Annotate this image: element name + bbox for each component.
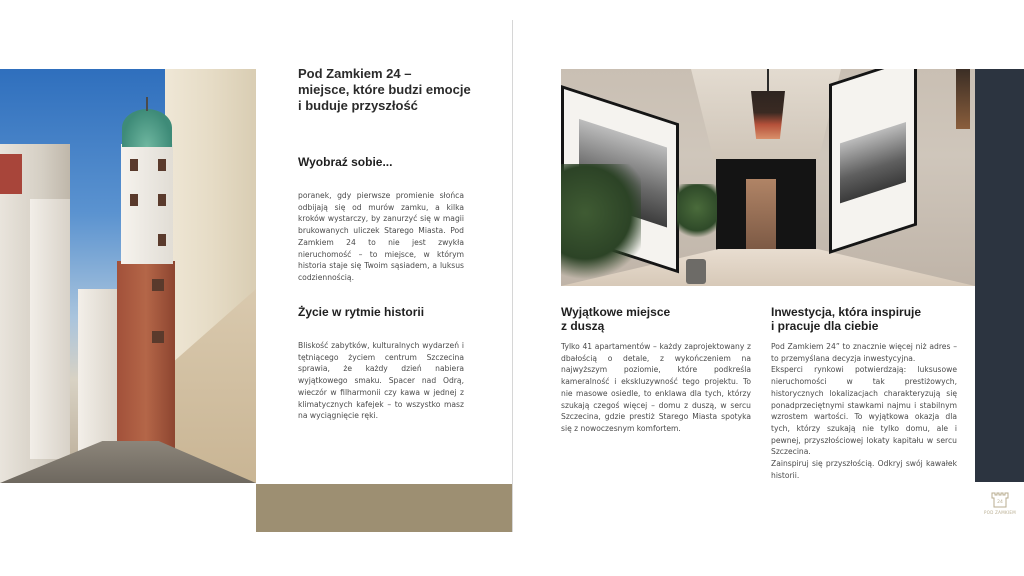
photo-frame-right <box>829 69 917 254</box>
photo-roof <box>0 154 22 194</box>
section-body-p3: Zainspiruj się przyszłością. Odkryj swój kawałek historii. <box>771 459 957 480</box>
photo-window <box>152 331 164 343</box>
photo-window <box>152 279 164 291</box>
photo-pot <box>686 259 706 284</box>
photo-window <box>158 159 166 171</box>
logo-text: POD ZAMKIEM <box>984 510 1016 515</box>
section-body-p2: Eksperci rynkowi potwierdzają: luksusowe nieruchomości w tak prestiżowych, historycznych lokalizacjach charakteryzują się ponadprzeciętnymi stawkami najmu i stabilnym wzrostem wartości. To wyjątkowa okazja dla tych, którzy szukają nie tylko domu, ale i pewnej, przyszłościowej lokaty kapitału w sercu Szczecina. <box>771 365 957 457</box>
photo-window <box>130 194 138 206</box>
photo-building-left-2 <box>30 199 70 459</box>
section-heading: Wyobraź sobie... <box>298 155 393 169</box>
section-body: Bliskość zabytków, kulturalnych wydarzeń i tętniącego życiem centrum Szczecina sprawia, że każdy dzień nabiera wyjątkowego smaku. Spacer nad Odrą, wieczór w filharmonii czy kawa w jednej z klimatycznych kafejek – to wszystko masz na wyciągnięcie ręki. <box>298 341 464 421</box>
photo-plant <box>561 164 641 286</box>
navy-accent-panel <box>975 69 1024 482</box>
title-line-2: miejsce, które budzi emocje <box>298 82 471 97</box>
photo-building-mid <box>78 289 120 459</box>
photo-artwork <box>840 122 906 203</box>
photo-plant <box>677 184 717 244</box>
page-title <box>298 66 498 114</box>
photo-sconce <box>956 69 970 129</box>
section-unique-place <box>561 305 751 435</box>
title-line-3: i buduje przyszłość <box>298 98 418 113</box>
section-heading-line-2: i pracuje dla ciebie <box>771 319 879 333</box>
title-line-1: Pod Zamkiem 24 – <box>298 66 412 81</box>
photo-spire <box>146 97 148 111</box>
accent-block <box>256 484 512 532</box>
photo-chandelier <box>751 91 785 139</box>
section-body-p1: Pod Zamkiem 24” to znacznie więcej niż adres – to przemyślana decyzja inwestycyjna. <box>771 342 957 363</box>
svg-text:24: 24 <box>997 500 1003 505</box>
photo-dome <box>122 109 172 147</box>
section-heading-line-1: Inwestycja, która inspiruje <box>771 305 922 319</box>
section-body: poranek, gdy pierwsze promienie słońca odbijają się od murów zamku, a kilka kroków wystarczy, by zanurzyć się w magii brukowanych uliczek Starego Miasta. Pod Zamkiem 24 to nie jest zwykła nieruchomość – to miejsce, w którym historia staje się Twoim sąsiadem, a luksus codziennością. <box>298 191 464 282</box>
castle-street-photo <box>0 69 256 483</box>
section-heading-line-1: Wyjątkowe miejsce <box>561 305 671 319</box>
photo-tower-brick <box>117 261 175 461</box>
section-investment <box>771 305 957 481</box>
photo-window <box>158 194 166 206</box>
section-heading-line-2: z duszą <box>561 319 605 333</box>
photo-window <box>130 159 138 171</box>
section-history <box>298 305 464 422</box>
brand-logo <box>980 492 1020 522</box>
photo-window <box>158 234 166 246</box>
hallway-photo <box>561 69 975 286</box>
page-divider <box>512 20 513 532</box>
photo-door <box>746 179 776 249</box>
photo-chain <box>767 69 769 91</box>
castle-icon <box>991 492 1009 508</box>
section-imagine <box>298 155 464 284</box>
section-heading: Życie w rytmie historii <box>298 305 425 319</box>
section-body: Tylko 41 apartamentów – każdy zaprojektowany z dbałością o detale, z wykończeniem na najwyższym poziomie, które podkreśla kameralność i ekskluzywność tego projektu. To nie masowe osiedle, to enklawa dla tych, którzy szukają czegoś więcej – domu z duszą, w sercu Szczecina, gdzie prestiż Starego Miasta spotyka się z nowoczesnym komfortem. <box>561 342 751 433</box>
